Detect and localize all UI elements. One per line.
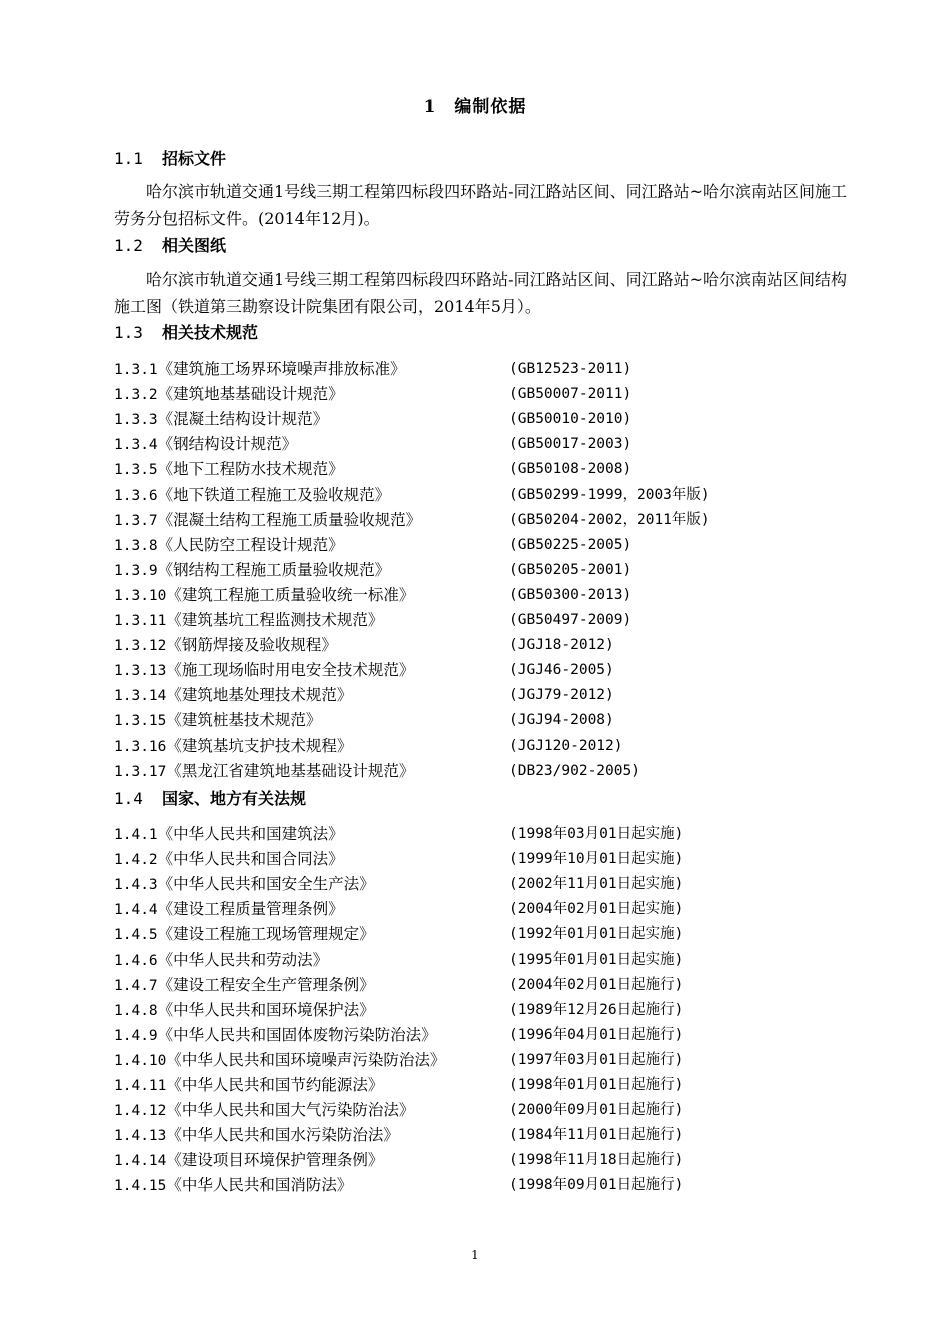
standard-row xyxy=(114,483,710,508)
standard-code: (GB50225-2005) xyxy=(509,536,632,553)
standard-code: (GB50497-2009) xyxy=(509,612,632,628)
standard-row xyxy=(114,683,614,708)
standard-row xyxy=(114,708,614,733)
law-name: 《中华人民共和国安全生产法》 xyxy=(157,875,375,894)
standard-name: 《建筑桩基技术规范》 xyxy=(166,711,322,730)
standard-number: 1.3.16 xyxy=(114,738,167,755)
standard-number: 1.3.9 xyxy=(114,562,158,579)
law-row xyxy=(114,897,684,922)
standard-row xyxy=(114,357,632,382)
law-row xyxy=(114,922,684,947)
standard-number: 1.3.10 xyxy=(114,587,167,604)
standard-name: 《建筑基坑工程监测技术规范》 xyxy=(166,611,384,629)
law-code: (1998年11月18日起施行) xyxy=(509,1152,684,1169)
standard-number: 1.3.3 xyxy=(114,412,158,429)
section-title: 国家、地方有关法规 xyxy=(162,789,307,808)
standard-row xyxy=(114,382,632,407)
law-number: 1.4.7 xyxy=(114,977,158,994)
law-code: (2004年02月01日起实施) xyxy=(509,901,684,918)
section-title: 招标文件 xyxy=(162,149,227,168)
page-number: 1 xyxy=(471,1248,479,1262)
standard-row xyxy=(114,457,632,482)
law-row xyxy=(114,847,684,872)
law-number: 1.4.5 xyxy=(114,927,158,944)
standard-name: 《混凝土结构工程施工质量验收规范》 xyxy=(157,510,422,529)
law-name: 《中华人民共和劳动法》 xyxy=(157,950,329,969)
section-heading-1-3 xyxy=(114,320,258,343)
standard-row xyxy=(114,533,632,558)
law-number: 1.4.12 xyxy=(114,1103,167,1120)
section-title: 相关图纸 xyxy=(162,236,227,255)
law-code: (1984年11月01日起施行) xyxy=(509,1127,684,1144)
paragraph-drawings: 哈尔滨市轨道交通1号线三期工程第四标段四环路站-同江路站区间、同江路站~哈尔滨南站区间结构施工图（铁道第三勘察设计院集团有限公司，2014年5月）。 xyxy=(114,270,847,316)
standard-name: 《施工现场临时用电安全技术规范》 xyxy=(166,661,415,680)
standard-number: 1.3.1 xyxy=(114,362,158,378)
law-number: 1.4.2 xyxy=(114,852,158,869)
law-code: (1997年03月01日起施行) xyxy=(509,1051,684,1068)
standard-name: 《地下工程防水技术规范》 xyxy=(157,460,344,479)
standard-number: 1.3.11 xyxy=(114,613,167,629)
standard-number: 1.3.14 xyxy=(114,688,167,705)
standard-code: (GB12523-2011) xyxy=(509,361,632,377)
law-number: 1.4.14 xyxy=(114,1153,167,1170)
standard-name: 《地下铁道工程施工及验收规范》 xyxy=(157,485,391,504)
standard-row xyxy=(114,508,710,533)
standard-code: (GB50108-2008) xyxy=(509,461,632,478)
standard-name: 《建筑施工场界环境噪声排放标准》 xyxy=(157,360,406,378)
law-number: 1.4.3 xyxy=(114,877,158,894)
law-code: (2000年09月01日起施行) xyxy=(509,1102,684,1119)
standard-name: 《人民防空工程设计规范》 xyxy=(157,535,344,554)
law-name: 《中华人民共和国大气污染防治法》 xyxy=(166,1101,415,1120)
law-number: 1.4.1 xyxy=(114,827,158,843)
standard-number: 1.3.2 xyxy=(114,387,158,404)
standard-row xyxy=(114,759,640,784)
law-row xyxy=(114,872,684,897)
law-number: 1.4.9 xyxy=(114,1027,158,1044)
standard-name: 《建筑工程施工质量验收统一标准》 xyxy=(166,585,415,604)
section-heading-1-1 xyxy=(114,146,226,169)
law-row xyxy=(114,1148,684,1173)
standard-row xyxy=(114,407,632,432)
law-code: (1995年01月01日起实施) xyxy=(509,951,684,968)
standard-code: (JGJ120-2012) xyxy=(509,737,623,754)
standard-number: 1.3.8 xyxy=(114,537,158,554)
law-code: (1996年04月01日起施行) xyxy=(509,1026,684,1043)
law-code: (1998年03月01日起实施) xyxy=(509,826,684,842)
standard-row xyxy=(114,558,632,583)
section-heading-1-2 xyxy=(114,233,226,256)
law-code: (1992年01月01日起实施) xyxy=(509,926,684,943)
standard-code: (GB50299-1999，2003年版) xyxy=(509,486,710,503)
law-code: (1989年12月26日起施行) xyxy=(509,1001,684,1018)
law-name: 《建设项目环境保护管理条例》 xyxy=(166,1151,384,1170)
law-number: 1.4.10 xyxy=(114,1052,167,1069)
law-name: 《中华人民共和国水污染防治法》 xyxy=(166,1126,399,1145)
standard-code: (GB50017-2003) xyxy=(509,436,632,453)
standard-number: 1.3.7 xyxy=(114,512,158,529)
standard-code: (DB23/902-2005) xyxy=(509,762,640,779)
law-name: 《中华人民共和国建筑法》 xyxy=(157,825,344,843)
standard-code: (JGJ46-2005) xyxy=(509,662,614,679)
standard-row xyxy=(114,432,632,457)
law-name: 《中华人民共和国环境噪声污染防治法》 xyxy=(166,1050,446,1069)
law-row xyxy=(114,1048,684,1073)
law-row xyxy=(114,1073,684,1098)
standard-name: 《建筑地基基础设计规范》 xyxy=(157,385,344,404)
law-name: 《中华人民共和国环境保护法》 xyxy=(157,1000,375,1019)
section-title: 相关技术规范 xyxy=(162,323,259,342)
section-heading-1-4 xyxy=(114,786,306,809)
law-name: 《中华人民共和国合同法》 xyxy=(157,850,344,869)
standard-name: 《钢结构工程施工质量验收规范》 xyxy=(157,560,391,579)
standard-code: (GB50300-2013) xyxy=(509,586,632,603)
law-number: 1.4.15 xyxy=(114,1178,167,1195)
standard-row xyxy=(114,658,614,683)
law-row xyxy=(114,1123,684,1148)
standard-code: (JGJ18-2012) xyxy=(509,637,614,654)
law-code: (1998年01月01日起施行) xyxy=(509,1077,684,1093)
law-name: 《中华人民共和国固体废物污染防治法》 xyxy=(157,1025,437,1044)
law-name: 《中华人民共和国消防法》 xyxy=(166,1176,353,1195)
law-number: 1.4.13 xyxy=(114,1128,167,1145)
law-number: 1.4.8 xyxy=(114,1002,158,1019)
law-row xyxy=(114,1098,684,1123)
standard-name: 《钢结构设计规范》 xyxy=(157,435,298,454)
standard-row xyxy=(114,608,632,633)
law-name: 《建设工程施工现场管理规定》 xyxy=(157,925,375,944)
law-row xyxy=(114,998,684,1023)
law-name: 《中华人民共和国节约能源法》 xyxy=(166,1076,384,1094)
law-name: 《建设工程质量管理条例》 xyxy=(157,900,344,919)
standard-code: (GB50205-2001) xyxy=(509,561,632,578)
standard-name: 《建筑地基处理技术规范》 xyxy=(166,686,353,705)
law-code: (2002年11月01日起实施) xyxy=(509,876,684,893)
standard-name: 《混凝土结构设计规范》 xyxy=(157,410,329,429)
standard-code: (JGJ94-2008) xyxy=(509,712,614,729)
standard-number: 1.3.6 xyxy=(114,487,158,504)
standard-code: (GB50007-2011) xyxy=(509,386,632,403)
law-code: (1999年10月01日起实施) xyxy=(509,851,684,868)
standard-number: 1.3.12 xyxy=(114,638,167,655)
law-number: 1.4.4 xyxy=(114,902,158,919)
law-code: (1998年09月01日起施行) xyxy=(509,1177,684,1194)
standard-name: 《黑龙江省建筑地基基础设计规范》 xyxy=(166,761,415,780)
law-number: 1.4.6 xyxy=(114,952,158,969)
page-title: 1 编制依据 xyxy=(423,97,527,117)
section-number: 1.3 xyxy=(114,323,143,342)
section-number: 1.2 xyxy=(114,236,143,255)
standard-code: (GB50204-2002，2011年版) xyxy=(509,511,710,528)
standard-row xyxy=(114,583,632,608)
standard-number: 1.3.13 xyxy=(114,663,167,680)
standard-number: 1.3.4 xyxy=(114,437,158,454)
standard-row xyxy=(114,633,614,658)
section-number: 1.4 xyxy=(114,789,143,808)
law-row xyxy=(114,1173,684,1198)
standard-number: 1.3.5 xyxy=(114,462,158,479)
standard-number: 1.3.17 xyxy=(114,763,167,780)
standard-name: 《钢筋焊接及验收规程》 xyxy=(166,636,337,655)
paragraph-tender-docs: 哈尔滨市轨道交通1号线三期工程第四标段四环路站-同江路站区间、同江路站~哈尔滨南站区间施工劳务分包招标文件。(2014年12月)。 xyxy=(114,182,847,228)
law-row xyxy=(114,1023,684,1048)
standard-row xyxy=(114,734,623,759)
standard-code: (GB50010-2010) xyxy=(509,411,632,428)
law-code: (2004年02月01日起施行) xyxy=(509,976,684,993)
standard-code: (JGJ79-2012) xyxy=(509,687,614,704)
law-name: 《建设工程安全生产管理条例》 xyxy=(157,975,375,994)
law-number: 1.4.11 xyxy=(114,1078,167,1094)
law-row xyxy=(114,948,684,973)
law-row xyxy=(114,822,684,847)
standard-name: 《建筑基坑支护技术规程》 xyxy=(166,736,353,755)
section-number: 1.1 xyxy=(114,149,143,168)
law-row xyxy=(114,973,684,998)
standard-number: 1.3.15 xyxy=(114,713,167,730)
